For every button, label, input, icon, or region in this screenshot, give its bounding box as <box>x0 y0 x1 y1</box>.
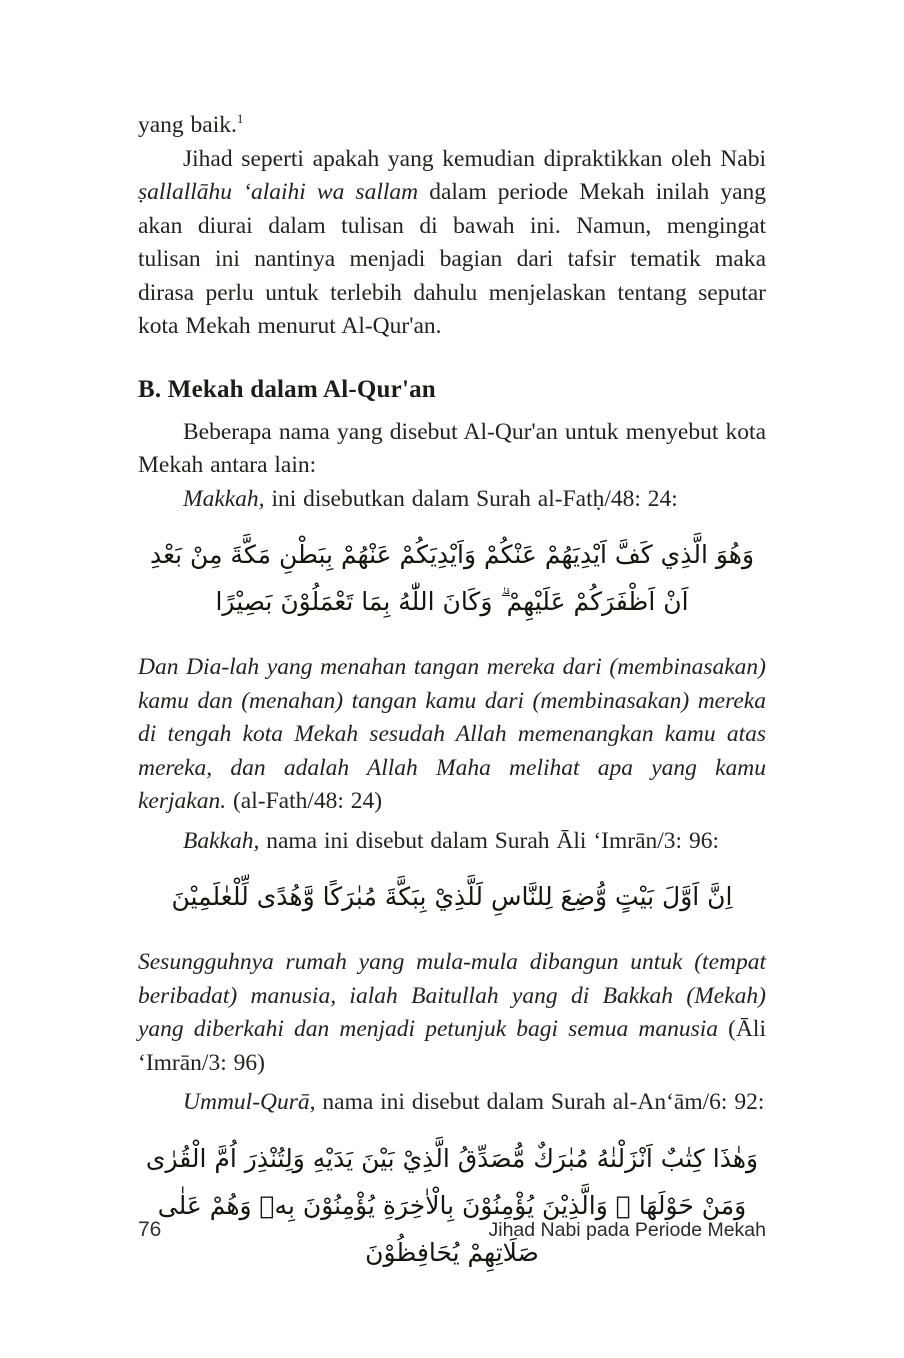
quran-verse-ali-imran-3-96: اِنَّ اَوَّلَ بَيْتٍ وُّضِعَ لِلنَّاسِ لَلَّذِيْ بِبَكَّةَ مُبٰرَكًا وَّهُدًى لِّلْعٰلَمِيْنَ <box>171 882 733 911</box>
verse-translation-al-fath-text: Dan Dia-lah yang menahan tangan mereka dari (membinasakan) kamu dan (menahan) tangan kamu dari (membinasakan) mereka di tengah kota Mekah sesudah Allah memenangkan kamu atas mereka, dan adalah Allah Maha melihat apa yang kamu kerjakan. <box>138 654 766 814</box>
paragraph-names-intro: Beberapa nama yang disebut Al-Qur'an untuk menyebut kota Mekah antara lain: <box>138 418 766 478</box>
paragraph-continuation-text: yang baik. <box>138 112 237 138</box>
entry-lead-ummul-qura-text: , nama ini disebut dalam Surah al-An‘ām/6: 92: <box>309 1089 765 1115</box>
section-heading: B. Mekah dalam Al-Qur'an <box>138 375 436 403</box>
entry-lead-ummul-qura <box>138 1086 766 1120</box>
quran-verse-al-anam-6-92: وَهٰذَا كِتٰبٌ اَنْزَلْنٰهُ مُبٰرَكٌ مُّصَدِّقُ الَّذِيْ بَيْنَ يَدَيْهِ وَلِتُنْذِرَ اُمَّ الْقُرٰى وَمَنْ حَوْلَهَا ۗ وَالَّذِيْنَ يُؤْمِنُوْنَ بِالْاٰخِرَةِ يُؤْمِنُوْنَ بِهٖ وَهُمْ عَلٰى صَلَاتِهِمْ يُحَافِظُوْنَ <box>145 1143 759 1267</box>
entry-lead-bakkah <box>138 825 766 859</box>
transliteration-phrase: ṣallallāhu ‘alaihi wa sallam <box>138 179 419 205</box>
entry-name-makkah: Makkah, <box>183 485 265 512</box>
entry-lead-makkah-text: ini disebutkan dalam Surah al-Fatḥ/48: 24: <box>264 485 678 512</box>
entry-lead-bakkah-text: nama ini disebut dalam Surah Āli ‘Imrān/3: 96: <box>259 827 719 854</box>
paragraph-continuation <box>138 109 766 143</box>
verse-translation-ali-imran <box>138 946 766 1080</box>
running-title: Jihad Nabi pada Periode Mekah <box>488 1219 766 1241</box>
entry-name-ummul-qura: Ummul-Qurā <box>183 1089 310 1115</box>
verse-reference-al-fath: (al-Fath/48: 24) <box>226 788 383 814</box>
page-number: 76 <box>138 1218 162 1241</box>
entry-lead-makkah <box>138 483 766 517</box>
quran-verse-al-fath-48-24: وَهُوَ الَّذِي كَفَّ اَيْدِيَهُمْ عَنْكُمْ وَاَيْدِيَكُمْ عَنْهُمْ بِبَطْنِ مَكَّةَ مِنْ بَعْدِ اَنْ اَظْفَرَكُمْ عَلَيْهِمْ ۗ وَكَانَ اللّٰهُ بِمَا تَعْمَلُوْنَ بَصِيْرًا <box>149 540 755 616</box>
verse-translation-ali-imran-text: Sesungguhnya rumah yang mula-mula dibangun untuk (tempat beribadat) manusia, ialah Baitullah yang di Bakkah (Mekah) yang diberkahi dan menjadi petunjuk bagi semua manusia <box>138 949 766 1042</box>
page-content <box>138 109 766 1302</box>
verse-translation-al-fath <box>138 651 766 819</box>
paragraph-intro <box>138 143 766 344</box>
paragraph-intro-text-rest: dalam periode Mekah inilah yang akan diurai dalam tulisan di bawah ini. Namun, mengingat tulisan ini nantinya menjadi bagian dari tafsir tematik maka dirasa perlu untuk terlebih dahulu menjelaskan tentang seputar kota Mekah menurut Al-Qur'an. <box>138 179 766 339</box>
verse-reference-ali-imran: (Āli ‘Imrān/3: 96) <box>138 1016 766 1076</box>
entry-name-bakkah: Bakkah, <box>183 827 260 854</box>
footnote-reference: 1 <box>236 111 244 127</box>
paragraph-intro-text: Jihad seperti apakah yang kemudian dipraktikkan oleh Nabi <box>183 145 766 172</box>
page-footer <box>138 1218 766 1242</box>
